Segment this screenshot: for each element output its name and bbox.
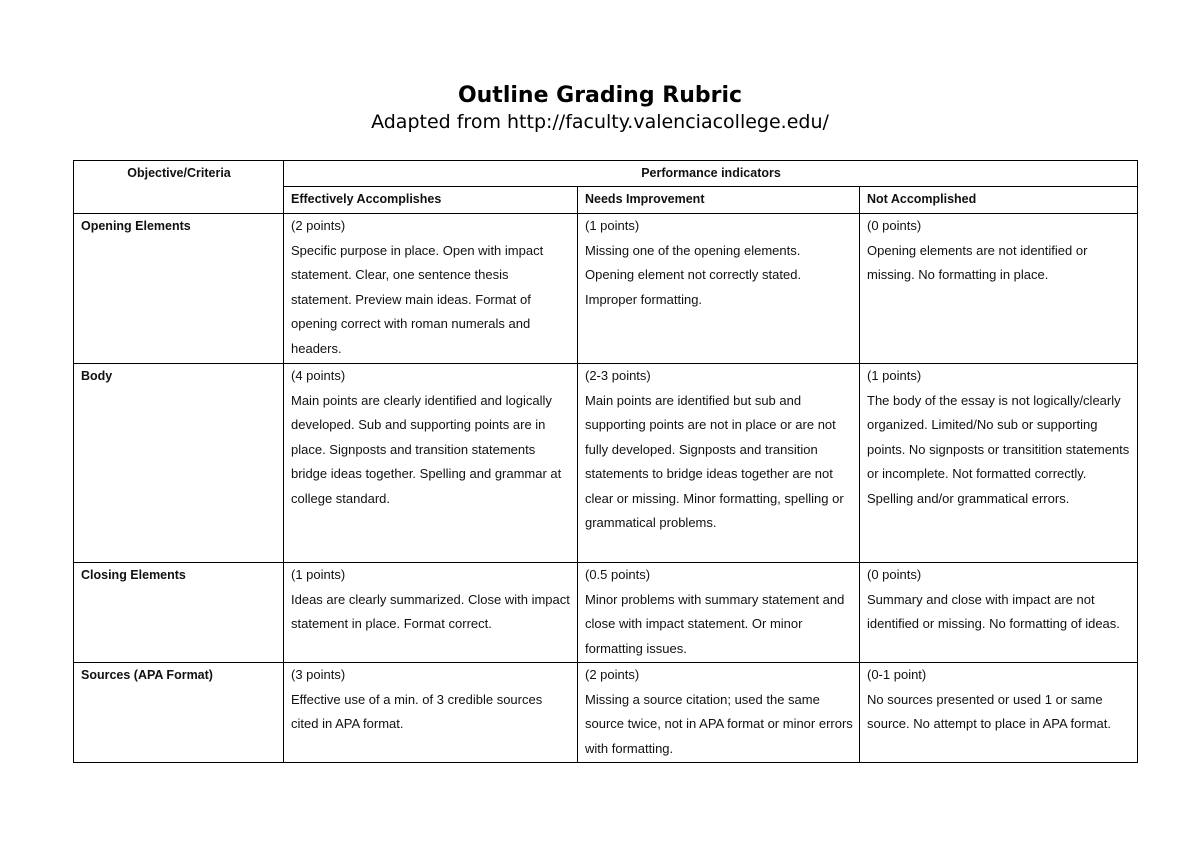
rubric-cell (578, 214, 860, 364)
criteria-cell: Body (74, 364, 284, 563)
cell-description: The body of the essay is not logically/clearly organized. Limited/No sub or supporting points. No signposts or transitition statements or incomplete. Not formatted correctly. Spelling and/or grammatical errors. (867, 392, 1130, 506)
rubric-cell (284, 563, 578, 663)
cell-description: Missing one of the opening elements. Opening element not correctly stated. Improper formatting. (585, 242, 802, 307)
rubric-table (73, 160, 1138, 763)
table-row (74, 663, 1138, 763)
header-objective-criteria: Objective/Criteria (74, 161, 284, 214)
cell-description: No sources presented or used 1 or same source. No attempt to place in APA format. (867, 691, 1111, 731)
cell-description: Ideas are clearly summarized. Close with impact statement in place. Format correct. (291, 591, 570, 631)
table-header-row (74, 161, 1138, 187)
points-label: (2 points) (291, 218, 346, 233)
cell-description: Effective use of a min. of 3 credible sources cited in APA format. (291, 691, 543, 731)
table-row (74, 364, 1138, 563)
cell-description: Specific purpose in place. Open with impact statement. Clear, one sentence thesis statement. Preview main ideas. Format of opening correct with roman numerals and headers. (291, 242, 544, 356)
header-performance-indicators: Performance indicators (284, 161, 1138, 187)
cell-description: Main points are clearly identified and logically developed. Sub and supporting points are in place. Signposts and transition statements bridge ideas together. Spelling and grammar at college standard. (291, 392, 562, 506)
points-label: (2 points) (585, 667, 640, 682)
points-label: (0.5 points) (585, 567, 651, 582)
rubric-cell (578, 563, 860, 663)
criteria-cell: Opening Elements (74, 214, 284, 364)
document-title: Outline Grading Rubric (457, 83, 743, 108)
points-label: (1 points) (585, 218, 640, 233)
document-subtitle: Adapted from http://faculty.valenciacollege.edu/ (371, 111, 829, 133)
rubric-cell (860, 663, 1138, 763)
level-needs-improvement: Needs Improvement (578, 187, 860, 214)
points-label: (0-1 point) (867, 667, 927, 682)
points-label: (4 points) (291, 368, 346, 383)
rubric-cell (578, 364, 860, 563)
criteria-cell: Sources (APA Format) (74, 663, 284, 763)
points-label: (1 points) (291, 567, 346, 582)
cell-description: Main points are identified but sub and supporting points are not in place or are not fully developed. Signposts and transition statements to bridge ideas together are not clear or missing. Minor formatting, spelling or grammatical problems. (585, 392, 844, 530)
points-label: (0 points) (867, 567, 922, 582)
rubric-cell (284, 214, 578, 364)
rubric-cell (860, 364, 1138, 563)
rubric-cell (284, 663, 578, 763)
table-row (74, 214, 1138, 364)
rubric-cell (860, 563, 1138, 663)
cell-description: Missing a source citation; used the same source twice, not in APA format or minor errors with formatting. (585, 691, 853, 756)
criteria-cell: Closing Elements (74, 563, 284, 663)
level-effectively-accomplishes: Effectively Accomplishes (284, 187, 578, 214)
rubric-cell (284, 364, 578, 563)
points-label: (2-3 points) (585, 368, 651, 383)
rubric-cell (578, 663, 860, 763)
cell-description: Opening elements are not identified or missing. No formatting in place. (867, 242, 1088, 282)
cell-description: Summary and close with impact are not identified or missing. No formatting of ideas. (867, 591, 1120, 631)
points-label: (1 points) (867, 368, 922, 383)
points-label: (3 points) (291, 667, 346, 682)
rubric-cell (860, 214, 1138, 364)
level-not-accomplished: Not Accomplished (860, 187, 1138, 214)
cell-description: Minor problems with summary statement and close with impact statement. Or minor formatting issues. (585, 591, 845, 656)
points-label: (0 points) (867, 218, 922, 233)
table-row (74, 563, 1138, 663)
